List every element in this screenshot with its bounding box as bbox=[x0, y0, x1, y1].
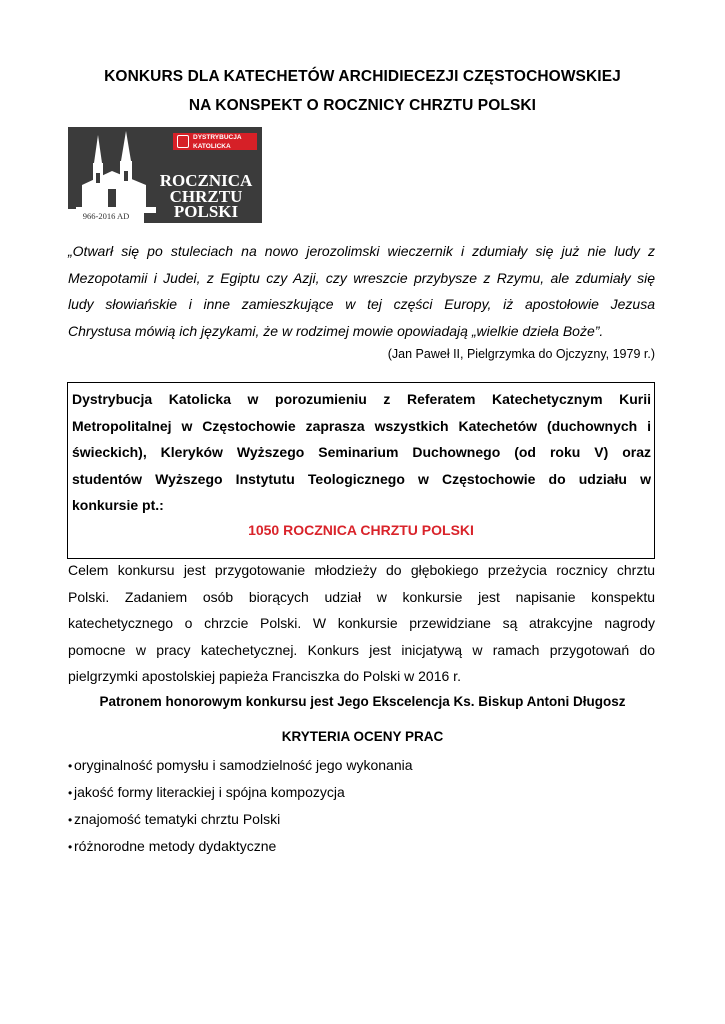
publisher-mark-icon bbox=[177, 135, 189, 148]
invitation-line: studentów Wyższego Instytutu Teologicznego w Częstochowie do udziału w bbox=[72, 470, 651, 487]
banner-title-line-3: POLSKI bbox=[173, 202, 239, 221]
quote-line: Chrystusa mówią ich językami, że w rodzimej mowie opowiadają „wielkie dzieła Boże”. bbox=[68, 322, 604, 339]
banner-title-line-1: ROCZNICA bbox=[159, 171, 253, 190]
invitation-paragraph bbox=[72, 386, 651, 519]
bullet-icon: • bbox=[68, 786, 73, 800]
description-line: pomocne w pracy katechetycznej. Konkurs jest inicjatywą w ramach przygotowań do bbox=[68, 641, 655, 658]
contest-title: 1050 ROCZNICA CHRZTU POLSKI bbox=[248, 522, 474, 538]
list-item bbox=[68, 779, 413, 806]
dystrybucja-katolicka-logo bbox=[173, 133, 257, 150]
description-line: Polski. Zadaniem osób biorących udział w konkursie jest napisanie konspektu bbox=[68, 588, 655, 605]
criteria-item: różnorodne metody dydaktyczne bbox=[74, 838, 277, 854]
heading-line-1: KONKURS DLA KATECHETÓW ARCHIDIECEZJI CZĘSTOCHOWSKIEJ bbox=[104, 68, 621, 85]
quote-line: ludy słowiańskie i inne zamieszkujące w tej części Europy, iż apostołowie Jezusa bbox=[68, 296, 655, 312]
criteria-item: jakość formy literackiej i spójna kompozycja bbox=[74, 784, 345, 800]
invitation-line: Dystrybucja Katolicka w porozumieniu z Referatem Katechetycznym Kurii bbox=[72, 391, 651, 407]
invitation-box bbox=[67, 382, 655, 559]
bullet-icon: • bbox=[68, 840, 73, 854]
logo-text-line-1: DYSTRYBUCJA bbox=[193, 134, 242, 141]
description-line: pielgrzymki apostolskiej papieża Franciszka do Polski w 2016 r. bbox=[68, 668, 461, 684]
bullet-icon: • bbox=[68, 813, 73, 827]
invitation-line: konkursie pt.: bbox=[72, 497, 164, 513]
logo-text-line-2: KATOLICKA bbox=[193, 142, 231, 150]
heading-line-2: NA KONSPEKT O ROCZNICY CHRZTU POLSKI bbox=[188, 97, 537, 114]
honorary-patron: Patronem honorowym konkursu jest Jego Ekscelencja Ks. Biskup Antoni Długosz bbox=[99, 694, 626, 709]
quote-line: Mezopotamii i Judei, z Egiptu czy Azji, czy wreszcie przybysze z Rzymu, ale zdumiały się bbox=[68, 269, 655, 286]
criteria-heading: KRYTERIA OCENY PRAC bbox=[281, 729, 444, 744]
description-line: katechetycznego o chrzcie Polski. W konkursie przewidziane są atrakcyjne nagrody bbox=[68, 615, 655, 631]
description-paragraph bbox=[68, 557, 655, 690]
anniversary-banner bbox=[68, 127, 262, 223]
quote-line: „Otwarł się po stuleciach na nowo jerozolimski wieczernik i zdumiały się już nie ludy z bbox=[68, 243, 655, 259]
criteria-item: znajomość tematyki chrztu Polski bbox=[74, 811, 281, 827]
banner-years: 966-2016 AD bbox=[68, 209, 144, 223]
list-item bbox=[68, 833, 413, 860]
description-line: Celem konkursu jest przygotowanie młodzieży do głębokiego przeżycia rocznicy chrztu bbox=[68, 562, 655, 578]
invitation-line: Metropolitalnej w Częstochowie zaprasza wszystkich Katechetów (duchownych i bbox=[72, 417, 651, 434]
criteria-item: oryginalność pomysłu i samodzielność jego wykonania bbox=[74, 757, 413, 773]
quote-block bbox=[68, 238, 655, 344]
list-item bbox=[68, 752, 413, 779]
banner-title-line-2: CHRZTU bbox=[169, 187, 243, 206]
list-item bbox=[68, 806, 413, 833]
quote-citation: (Jan Paweł II, Pielgrzymka do Ojczyzny, 1979 r.) bbox=[387, 347, 655, 361]
bullet-icon: • bbox=[68, 759, 73, 773]
invitation-line: świeckich), Kleryków Wyższego Seminarium Duchownego (od roku V) oraz bbox=[72, 444, 651, 460]
criteria-list bbox=[68, 752, 413, 860]
